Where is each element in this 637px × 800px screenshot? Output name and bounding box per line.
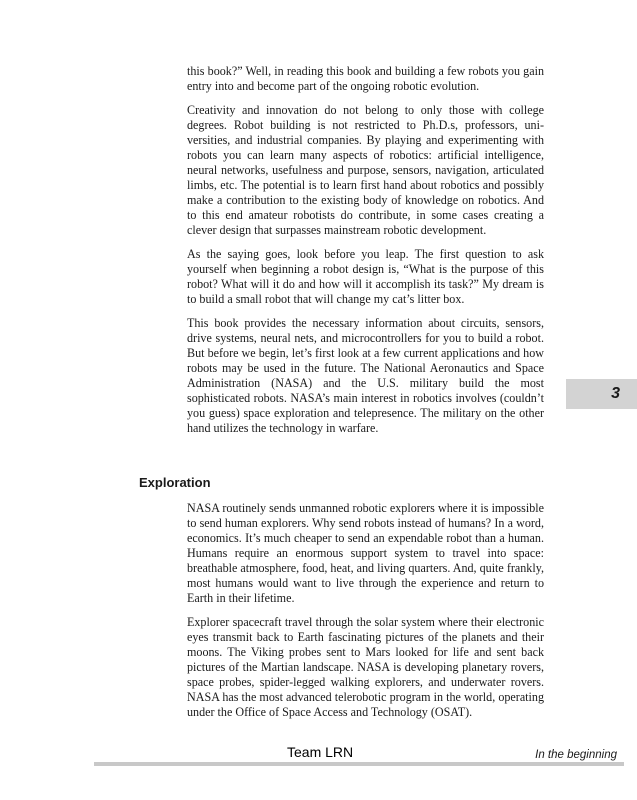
paragraph: As the saying goes, look before you leap. The first question to ask yourself when beginning a robot design is, “What is the purpose of this robot? What will it do and how will it accomplish its task?” My dream is to build a small robot that will change my cat’s litter box. <box>187 247 544 306</box>
paragraph: This book provides the necessary information about circuits, sensors, drive systems, neural nets, and microcontrollers for you to build a robot. But before we begin, let’s first look at a few current applications and how robots may be used in the future. The National Aeronautics and Space Administration (NASA) and the U.S. military build the most sophisticated robots. NASA’s main interest in robotics involves (couldn’t you guess) space exploration and telepresence. The military on the other hand utilizes the technology in warfare. <box>187 316 544 435</box>
section-heading: Exploration <box>139 475 211 490</box>
paragraph: Explorer spacecraft travel through the solar system where their electronic eyes transmit back to Earth fascinating pictures of the planets and their moons. The Viking probes sent to Mars looked for life and sent back pictures of the Martian landscape. NASA is developing planetary rovers, space probes, spider-legged walking explorers, and underwater rovers. NASA has the most advanced telerobotic program in the world, operating under the Office of Space Access and Technology (OSAT). <box>187 615 544 719</box>
paragraph: Creativity and innovation do not belong to only those with college degrees. Robot building is not restricted to Ph.D.s, professors, universities, and industrial companies. By playing and experimenting with robots you can learn many aspects of robotics: artificial intelligence, neural networks, usefulness and purpose, sensors, navigation, articulated limbs, etc. The potential is to learn first hand about robotics and possibly make a contribution to the existing body of knowledge on robotics. And to this end amateur robotists do contribute, in some cases creating a clever design that surpasses mainstream robotic development. <box>187 103 544 237</box>
paragraph: this book?” Well, in reading this book and building a few robots you gain entry into and become part of the ongoing robotic evolution. <box>187 64 544 93</box>
chapter-number: 3 <box>611 385 620 402</box>
watermark-text: Team LRN <box>287 744 354 760</box>
paragraph: NASA routinely sends unmanned robotic explorers where it is impossible to send human explorers. Why send robots instead of humans? In a word, economics. It’s much cheaper to send an expendable robot than a human. Humans require an enormous support system to travel into space: breathable atmosphere, food, heat, and living quarters. And, quite frankly, most humans would want to live through the experience and return to Earth in their lifetime. <box>187 501 544 605</box>
footer-rule <box>94 762 624 766</box>
body-text-top <box>187 64 544 445</box>
body-text-bottom <box>187 501 544 729</box>
running-footer: In the beginning <box>535 749 617 761</box>
chapter-tab <box>566 379 637 409</box>
